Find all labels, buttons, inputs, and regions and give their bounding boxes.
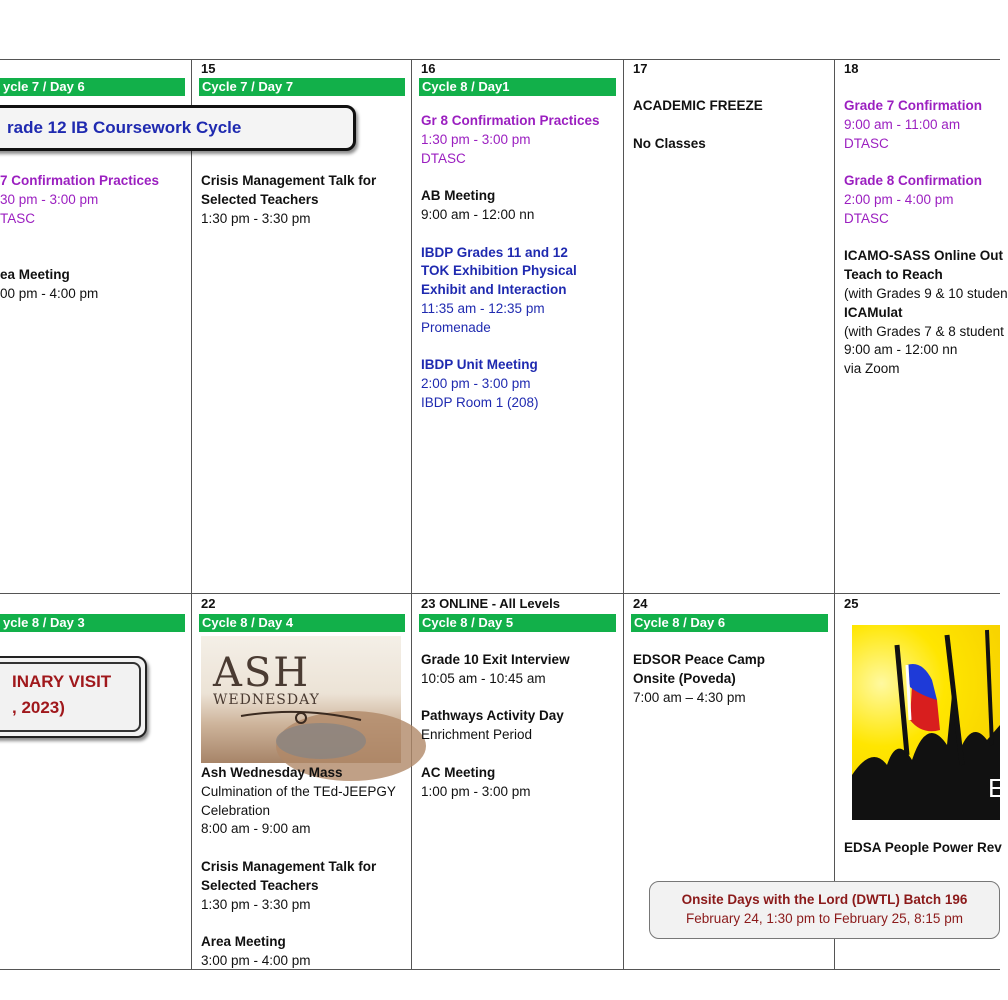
- edsa-image: [852, 625, 1006, 820]
- event-location: TASC: [0, 210, 36, 226]
- event-title: Exhibit and Interaction: [421, 282, 567, 298]
- ash-subtitle: WEDNESDAY: [213, 692, 320, 708]
- event-title: Grade 7 Confirmation: [844, 98, 983, 113]
- event-title: Teach to Reach: [844, 267, 943, 283]
- event-note: (with Grades 7 & 8 student: [844, 323, 1004, 339]
- day-number: 22: [201, 596, 216, 611]
- event-title: ICAMulat: [844, 304, 903, 320]
- dwtl-dates: February 24, 1:30 pm to February 25, 8:15 pm: [686, 911, 963, 926]
- coursework-cycle-banner: [0, 105, 356, 151]
- event-title: Ash Wednesday Mass: [201, 765, 343, 780]
- day-cell-23: [421, 651, 619, 801]
- day-cell-24: [633, 651, 831, 707]
- day-number: 16: [421, 61, 436, 76]
- event-title: EDSOR Peace Camp: [633, 652, 766, 667]
- visit-banner: [0, 656, 147, 738]
- event-location: DTASC: [844, 135, 889, 151]
- ash-wednesday-image: [201, 636, 401, 763]
- ash-title: ASH: [213, 650, 311, 696]
- visit-banner-line2: , 2023): [12, 698, 65, 717]
- event-location: DTASC: [844, 210, 889, 226]
- event-time: 1:30 pm - 3:00 pm: [421, 131, 531, 147]
- dwtl-title: Onsite Days with the Lord (DWTL) Batch 196: [681, 892, 968, 907]
- event-time: 1:30 pm - 3:30 pm: [201, 896, 311, 912]
- event-time: 00 pm - 4:00 pm: [0, 285, 99, 301]
- cycle-label: ycle 7 / Day 6: [0, 78, 185, 96]
- event-location: DTASC: [421, 150, 466, 166]
- event-time: 7:00 am – 4:30 pm: [633, 689, 746, 705]
- event-title: IBDP Grades 11 and 12: [421, 244, 568, 260]
- day-cell-14: [0, 172, 188, 304]
- event-time: 10:05 am - 10:45 am: [421, 670, 546, 686]
- cycle-label: Cycle 8 / Day 6: [631, 614, 828, 632]
- grid-col-line: [834, 59, 835, 970]
- event-title: Grade 10 Exit Interview: [421, 652, 570, 667]
- cycle-label: ycle 8 / Day 3: [0, 614, 185, 632]
- event-note: (with Grades 9 & 10 studen: [844, 285, 1008, 301]
- day-number: 18: [844, 61, 859, 76]
- event-title: Crisis Management Talk for: [201, 858, 377, 874]
- dwtl-banner: [649, 881, 1000, 939]
- day-cell-22: [201, 764, 409, 971]
- grid-middle-line: [0, 593, 1000, 594]
- event-title: TOK Exhibition Physical: [421, 263, 577, 279]
- day-cell-16: [421, 112, 619, 413]
- day-cell-25: [844, 839, 1000, 858]
- day-cell-18: [844, 97, 1008, 379]
- event-time: 9:00 am - 11:00 am: [844, 116, 961, 132]
- event-title: Selected Teachers: [201, 191, 319, 207]
- event-location: via Zoom: [844, 361, 900, 377]
- grid-top-line: [0, 59, 1000, 60]
- cycle-label: Cycle 7 / Day 7: [199, 78, 405, 96]
- no-classes-label: No Classes: [633, 135, 706, 151]
- event-title: AC Meeting: [421, 764, 496, 780]
- cycle-label: Cycle 8 / Day1: [419, 78, 616, 96]
- academic-freeze-label: ACADEMIC FREEZE: [633, 98, 763, 113]
- event-time: 30 pm - 3:00 pm: [0, 191, 99, 207]
- event-time: 2:00 pm - 3:00 pm: [421, 376, 531, 392]
- visit-banner-line1: INARY VISIT: [12, 672, 112, 691]
- event-time: 11:35 am - 12:35 pm: [421, 300, 545, 316]
- day-number: 17: [633, 61, 648, 76]
- event-time: 8:00 am - 9:00 am: [201, 821, 311, 837]
- day-number: 25: [844, 596, 859, 611]
- event-title: Selected Teachers: [201, 877, 319, 893]
- day-cell-17: [633, 97, 831, 153]
- day-number: 15: [201, 61, 216, 76]
- banner-text: rade 12 IB Coursework Cycle: [7, 118, 242, 137]
- event-title: 7 Confirmation Practices: [0, 173, 160, 188]
- event-title: IBDP Unit Meeting: [421, 357, 538, 373]
- event-note: Celebration: [201, 802, 271, 818]
- day-number: 23 ONLINE - All Levels: [421, 596, 560, 611]
- grid-bottom-line: [0, 969, 1000, 970]
- event-title: Grade 8 Confirmation: [844, 173, 983, 189]
- event-title: Area Meeting: [201, 934, 286, 950]
- edsa-silhouette-art: [852, 625, 1000, 820]
- cycle-label: Cycle 8 / Day 4: [199, 614, 405, 632]
- event-title: EDSA People Power Rev: [844, 840, 1002, 855]
- event-time: 3:00 pm - 4:00 pm: [201, 952, 311, 968]
- event-title: Pathways Activity Day: [421, 708, 564, 724]
- event-title: Crisis Management Talk for: [201, 173, 377, 188]
- event-note: Culmination of the TEd-JEEPGY: [201, 783, 396, 799]
- grid-col-line: [191, 59, 192, 970]
- grid-col-line: [623, 59, 624, 970]
- event-location: Onsite (Poveda): [633, 670, 736, 686]
- event-title: ICAMO-SASS Online Out: [844, 248, 1004, 264]
- event-title: AB Meeting: [421, 188, 496, 204]
- grid-col-line: [411, 59, 412, 970]
- event-time: 9:00 am - 12:00 nn: [421, 206, 535, 222]
- event-note: Enrichment Period: [421, 727, 533, 743]
- event-title: ea Meeting: [0, 266, 70, 282]
- cycle-label: Cycle 8 / Day 5: [419, 614, 616, 632]
- event-title: Gr 8 Confirmation Practices: [421, 113, 600, 128]
- edsa-image-letter: E: [988, 773, 1006, 803]
- event-time: 9:00 am - 12:00 nn: [844, 342, 958, 358]
- event-time: 1:30 pm - 3:30 pm: [201, 210, 311, 226]
- day-number: 24: [633, 596, 648, 611]
- event-location: Promenade: [421, 319, 491, 335]
- day-cell-15: [201, 172, 406, 228]
- event-location: IBDP Room 1 (208): [421, 394, 539, 410]
- event-time: 2:00 pm - 4:00 pm: [844, 191, 954, 207]
- event-time: 1:00 pm - 3:00 pm: [421, 783, 531, 799]
